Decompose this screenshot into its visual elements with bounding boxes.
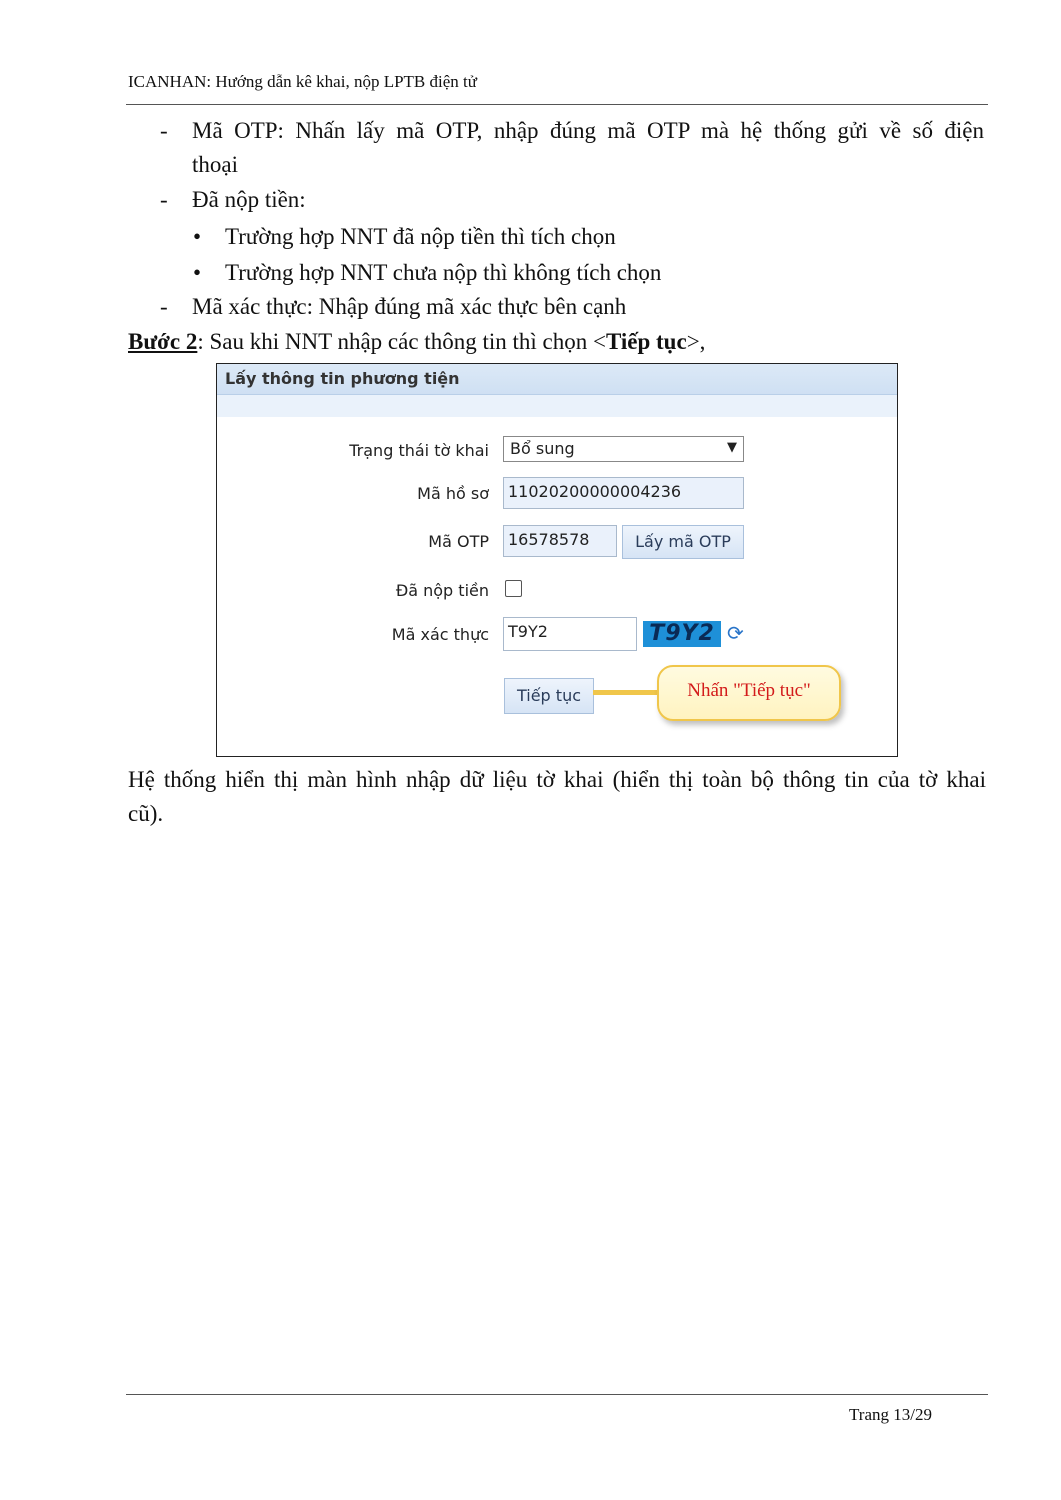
form-subheader: [217, 395, 897, 417]
list-item-otp-text-cont: thoại: [192, 152, 238, 177]
header-divider: [126, 104, 988, 105]
status-select[interactable]: [503, 436, 744, 462]
form-title-bar: [217, 364, 897, 395]
record-field[interactable]: 11020200000004236: [503, 477, 744, 509]
captcha-field[interactable]: T9Y2: [503, 617, 637, 651]
dash-marker: -: [160, 294, 168, 319]
chevron-down-icon: ▼: [727, 440, 737, 455]
step-2-label: Bước 2: [128, 329, 198, 354]
status-select-value: Bổ sung: [510, 439, 575, 458]
get-otp-button[interactable]: Lấy mã OTP: [622, 525, 744, 559]
result-paragraph-line2: cũ).: [128, 801, 164, 826]
result-paragraph-line1: Hệ thống hiển thị màn hình nhập dữ liệu tờ khai (hiển thị toàn bộ thông tin của tờ khai: [128, 767, 986, 792]
page-header: ICANHAN: Hướng dẫn kê khai, nộp LPTB điện tử: [128, 72, 477, 91]
paid-label: Đã nộp tiền: [395, 581, 489, 600]
step-2-text-end: >,: [686, 329, 706, 354]
list-item-captcha-text: Mã xác thực: Nhập đúng mã xác thực bên cạnh: [192, 294, 627, 319]
dash-marker: -: [160, 118, 168, 143]
otp-label: Mã OTP: [428, 532, 489, 551]
list-item-paid-text: Đã nộp tiền:: [192, 187, 306, 212]
bullet-marker: •: [193, 224, 202, 249]
callout-note: Nhấn "Tiếp tục": [657, 665, 841, 721]
bullet-item-paid-text: Trường hợp NNT đã nộp tiền thì tích chọn: [225, 224, 616, 249]
status-label: Trạng thái tờ khai: [349, 441, 489, 460]
form-title: Lấy thông tin phương tiện: [225, 369, 460, 388]
page-number: Trang 13/29: [849, 1405, 932, 1424]
vehicle-info-form: [216, 363, 898, 757]
bullet-marker: •: [193, 260, 202, 285]
footer-divider: [126, 1394, 988, 1395]
bullet-item-unpaid-text: Trường hợp NNT chưa nộp thì không tích chọn: [225, 260, 662, 285]
list-item-otp-text: Mã OTP: Nhấn lấy mã OTP, nhập đúng mã OTP mà hệ thống gửi về số điện: [192, 118, 984, 143]
captcha-label: Mã xác thực: [391, 625, 489, 644]
paid-checkbox[interactable]: [505, 580, 522, 597]
continue-button[interactable]: Tiếp tục: [504, 678, 594, 714]
otp-field[interactable]: 16578578: [503, 525, 617, 557]
record-label: Mã hồ sơ: [417, 484, 489, 503]
refresh-icon[interactable]: ⟳: [727, 621, 744, 645]
step-2-text: : Sau khi NNT nhập các thông tin thì chọn <: [197, 329, 606, 354]
step-2-bold: Tiếp tục: [605, 329, 687, 354]
dash-marker: -: [160, 187, 168, 212]
captcha-image: T9Y2: [643, 621, 721, 647]
callout-pointer: [593, 690, 659, 695]
step-2-paragraph: [128, 325, 705, 359]
